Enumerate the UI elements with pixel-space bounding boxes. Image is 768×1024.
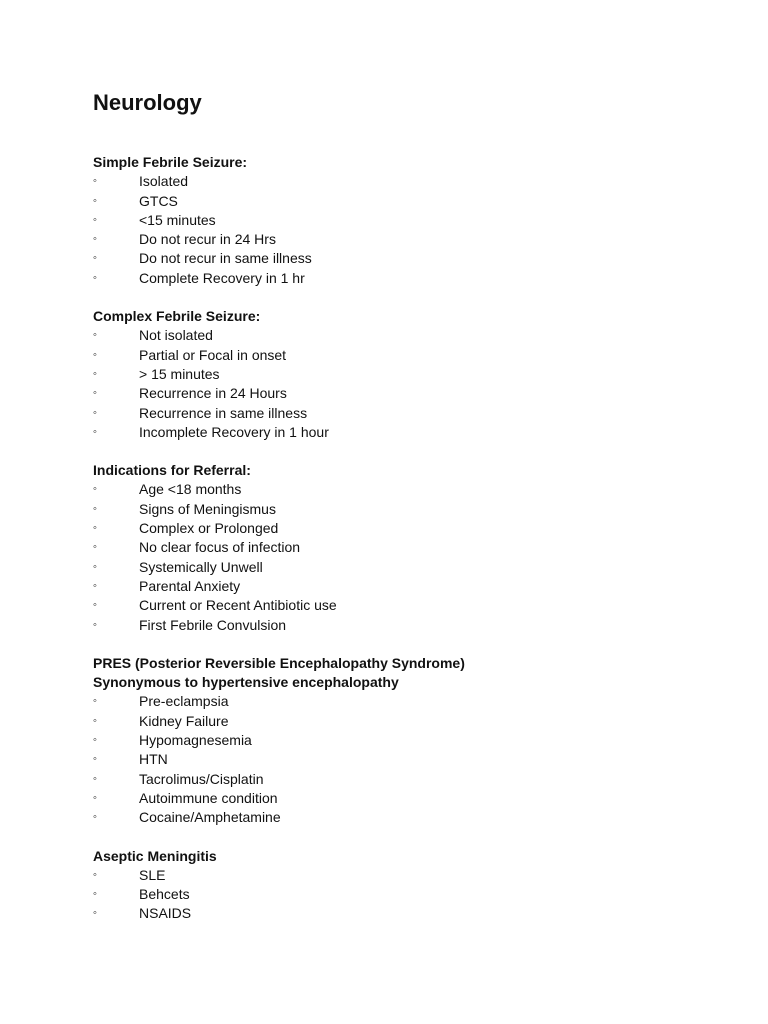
bullet-icon: ◦ [93,907,97,920]
bullet-icon: ◦ [93,888,97,901]
list-item-text: No clear focus of infection [139,539,301,556]
list-item [93,789,733,808]
bullet-icon: ◦ [93,367,97,380]
list-item [93,866,733,885]
section-1 [93,307,733,442]
list-item [93,885,733,904]
section-0 [93,153,733,288]
bullet-icon: ◦ [93,213,97,226]
list-item [93,423,733,442]
bullet-list [93,326,733,442]
list-item-text: Hypomagnesemia [139,732,252,749]
bullet-icon: ◦ [93,791,97,804]
section-heading: Complex Febrile Seizure: [93,308,261,325]
list-item-text: Pre-eclampsia [139,693,229,710]
section-heading: PRES (Posterior Reversible Encephalopathy Syndrome) [93,654,465,671]
bullet-icon: ◦ [93,772,97,785]
list-item-text: <15 minutes [139,211,216,228]
list-item [93,249,733,268]
list-item-text: Recurrence in 24 Hours [139,385,287,402]
list-item [93,211,733,230]
list-item-text: Autoimmune condition [139,789,278,806]
list-item-text: Isolated [139,173,189,190]
list-item-text: Do not recur in 24 Hrs [139,231,276,248]
bullet-icon: ◦ [93,502,97,515]
list-item [93,326,733,345]
list-item [93,346,733,365]
list-item [93,384,733,403]
list-item [93,808,733,827]
list-item-text: Cocaine/Amphetamine [139,809,281,826]
list-item [93,904,733,923]
bullet-list [93,866,733,924]
list-item-text: Current or Recent Antibiotic use [139,597,337,614]
list-item-text: > 15 minutes [139,365,220,382]
list-item [93,577,733,596]
list-item-text: Behcets [139,886,190,903]
list-item [93,365,733,384]
bullet-list [93,692,733,827]
list-item-text: Partial or Focal in onset [139,346,287,363]
bullet-icon: ◦ [93,579,97,592]
bullet-icon: ◦ [93,425,97,438]
list-item-text: Incomplete Recovery in 1 hour [139,423,329,440]
bullet-icon: ◦ [93,811,97,824]
list-item-text: Age <18 months [139,481,242,498]
bullet-icon: ◦ [93,406,97,419]
list-item-text: Not isolated [139,327,213,344]
list-item [93,172,733,191]
list-item-text: Tacrolimus/Cisplatin [139,770,264,787]
list-item-text: GTCS [139,192,178,209]
section-heading: Aseptic Meningitis [93,847,217,864]
list-item [93,596,733,615]
list-item [93,558,733,577]
bullet-list [93,480,733,634]
list-item [93,731,733,750]
bullet-icon: ◦ [93,271,97,284]
section-heading: Indications for Referral: [93,462,251,479]
section-heading: Simple Febrile Seizure: [93,154,248,170]
page-title: Neurology [93,90,202,115]
bullet-icon: ◦ [93,522,97,535]
list-item-text: Complex or Prolonged [139,520,279,537]
list-item-text: Parental Anxiety [139,577,241,594]
list-item-text: Do not recur in same illness [139,250,312,267]
bullet-icon: ◦ [93,560,97,573]
list-item-text: First Febrile Convulsion [139,616,287,633]
list-item-text: HTN [139,751,168,768]
bullet-icon: ◦ [93,387,97,400]
bullet-icon: ◦ [93,868,97,881]
list-item-text: Signs of Meningismus [139,500,276,517]
document-page [93,88,733,943]
list-item [93,770,733,789]
bullet-icon: ◦ [93,714,97,727]
bullet-icon: ◦ [93,194,97,207]
bullet-icon: ◦ [93,599,97,612]
section-heading: Synonymous to hypertensive encephalopathy [93,674,399,691]
bullet-icon: ◦ [93,618,97,631]
bullet-icon: ◦ [93,695,97,708]
list-item-text: Kidney Failure [139,712,229,729]
list-item-text: Complete Recovery in 1 hr [139,269,305,286]
list-item [93,404,733,423]
list-item-text: SLE [139,866,166,883]
list-item [93,269,733,288]
bullet-icon: ◦ [93,233,97,246]
bullet-icon: ◦ [93,348,97,361]
bullet-icon: ◦ [93,753,97,766]
bullet-icon: ◦ [93,734,97,747]
list-item [93,230,733,249]
bullet-list [93,172,733,288]
list-item [93,712,733,731]
bullet-icon: ◦ [93,541,97,554]
sections-container [93,153,733,924]
list-item [93,750,733,769]
list-item [93,500,733,519]
list-item-text: NSAIDS [139,905,192,922]
list-item [93,538,733,557]
section-4 [93,847,733,924]
section-3 [93,654,733,828]
list-item [93,519,733,538]
list-item-text: Recurrence in same illness [139,404,308,421]
bullet-icon: ◦ [93,483,97,496]
list-item [93,480,733,499]
list-item [93,692,733,711]
section-2 [93,461,733,635]
list-item [93,192,733,211]
list-item-text: Systemically Unwell [139,558,263,575]
bullet-icon: ◦ [93,252,97,265]
bullet-icon: ◦ [93,329,97,342]
list-item [93,616,733,635]
bullet-icon: ◦ [93,175,97,188]
